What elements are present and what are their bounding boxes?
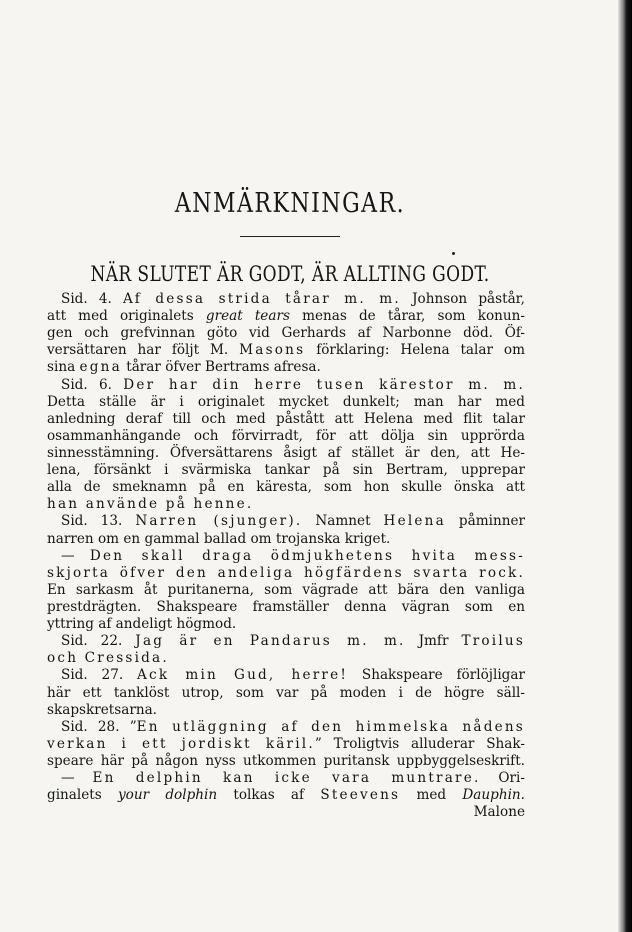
text-line xyxy=(47,616,525,633)
text-line xyxy=(47,582,525,599)
text-line xyxy=(47,479,525,496)
text-line xyxy=(47,325,525,342)
spaced-text: Af dessa strida tårar m. m. xyxy=(123,291,401,307)
spaced-text: En utläggning af den himmelska nådens xyxy=(136,718,525,735)
spaced-text: Den skall draga ödmjukhetens hvita mess- xyxy=(89,547,526,564)
text-fragment: gen och grefvinnan göto vid Gerhards af Narbonne död. Öf- xyxy=(47,325,525,342)
text-line xyxy=(47,650,525,667)
text-fragment: Jmfr xyxy=(405,633,462,650)
text-line xyxy=(47,411,525,428)
text-fragment: Sid. 4. xyxy=(61,291,124,307)
text-fragment: skapskretsarna. xyxy=(47,701,157,718)
spaced-text: Narren (sjunger). xyxy=(135,513,303,530)
text-line xyxy=(47,599,525,616)
spaced-text: Troilus xyxy=(461,633,526,650)
text-fragment: anledning deraf till och med påstått att Helena med flit talar xyxy=(47,410,525,427)
text-fragment: förklaring: Helena talar om xyxy=(305,342,525,359)
ink-speck xyxy=(452,252,455,255)
spaced-text: och Cressida. xyxy=(47,650,169,667)
text-line xyxy=(47,531,525,548)
text-line xyxy=(47,633,525,650)
text-fragment: här ett tanklöst utrop, som var på moden i de högre säll- xyxy=(47,684,525,701)
spaced-text: Steevens xyxy=(320,787,401,804)
text-line xyxy=(47,719,525,736)
text-line xyxy=(47,496,525,513)
text-line xyxy=(47,445,525,462)
text-fragment: Sid. 6. xyxy=(61,376,124,393)
signature-line xyxy=(47,804,525,821)
text-fragment: yttring af andeligt högmod. xyxy=(47,616,237,633)
text-line xyxy=(47,548,525,565)
text-line xyxy=(47,787,525,804)
text-line xyxy=(47,667,525,684)
notes-body xyxy=(47,291,525,821)
italic-text: great tears xyxy=(205,308,290,325)
text-line xyxy=(47,770,525,787)
text-fragment: sinnesstämning. Öfversättarens åsigt af stället är den, att He- xyxy=(47,444,525,461)
text-fragment: sina xyxy=(47,359,80,376)
spaced-text: Ack min Gud, herre! xyxy=(137,667,349,684)
text-fragment: påminner xyxy=(445,513,526,530)
text-line xyxy=(47,428,525,445)
text-fragment: Namnet xyxy=(302,513,384,530)
page-heading: ANMÄRKNINGAR. xyxy=(174,188,406,220)
spaced-text: egna xyxy=(79,359,122,376)
text-fragment: tolkas af xyxy=(217,787,321,804)
text-line xyxy=(47,359,525,376)
text-fragment: Shakspeare förlöjligar xyxy=(348,667,525,684)
section-title: NÄR SLUTET ÄR GODT, ÄR ALLTING GODT. xyxy=(90,262,490,287)
text-fragment: ” Troligtvis alluderar Shak- xyxy=(314,735,525,752)
text-fragment: Sid. 28. ” xyxy=(61,718,137,735)
text-fragment: menas de tårar, som konun- xyxy=(289,308,525,325)
text-fragment: Johnson påstår, xyxy=(400,291,525,307)
spaced-text: Jag är en Pandarus m. m. xyxy=(135,633,406,650)
spaced-text: Masons xyxy=(239,342,306,359)
text-line xyxy=(47,685,525,702)
text-fragment: speare här på någon nyss utkommen puritansk uppbyggelseskrift. xyxy=(47,752,525,769)
text-fragment: — xyxy=(61,547,90,564)
spaced-text: han använde på henne. xyxy=(47,496,254,513)
text-fragment: Sid. 27. xyxy=(61,667,138,684)
text-fragment: Detta ställe är i originalet mycket dunkelt; man har med xyxy=(47,393,525,410)
text-fragment: Sid. 13. xyxy=(61,513,136,530)
text-line xyxy=(47,565,525,582)
text-line xyxy=(47,736,525,753)
text-fragment: prestdrägten. Shakspeare framställer denna vägran som en xyxy=(47,598,525,615)
text-fragment: Sid. 22. xyxy=(61,633,136,650)
text-fragment: ginalets xyxy=(47,787,118,804)
text-line xyxy=(47,394,525,411)
text-fragment: tårar öfver Bertrams afresa. xyxy=(121,359,321,376)
spaced-text: verkan i ett jordiskt käril. xyxy=(47,735,315,752)
spaced-text: En delphin kan icke vara muntrare. xyxy=(92,770,481,787)
text-line xyxy=(47,342,525,359)
text-fragment: En sarkasm åt puritanerna, som vägrade att bära den vanliga xyxy=(47,581,525,598)
text-line xyxy=(47,702,525,719)
italic-text: your dolphin xyxy=(117,787,218,804)
spaced-text: Helena xyxy=(383,513,446,530)
text-line xyxy=(47,513,525,530)
text-fragment: att med originalets xyxy=(47,308,206,325)
spaced-text: skjorta öfver den andeliga högfärdens svarta rock. xyxy=(47,564,525,581)
text-fragment: lena, försänkt i svärmiska tankar på sin Bertram, upprepar xyxy=(47,462,525,479)
text-line xyxy=(47,308,525,325)
text-fragment: — xyxy=(61,770,93,787)
text-fragment: versättaren har följt M. xyxy=(47,342,240,359)
page-edge-shadow xyxy=(618,0,632,932)
text-fragment: Ori- xyxy=(480,770,525,787)
text-line xyxy=(47,377,525,394)
text-fragment: med xyxy=(400,787,463,804)
text-fragment: alla de smeknamn på en käresta, som hon skulle önska att xyxy=(47,479,525,496)
spaced-text: Der har din herre tusen kärestor m. m. xyxy=(123,376,525,393)
text-line xyxy=(47,291,525,308)
text-line xyxy=(47,462,525,479)
italic-text: Dauphin. xyxy=(462,787,525,804)
signature: Malone xyxy=(473,804,525,821)
text-line xyxy=(47,753,525,770)
text-fragment: osammanhängande och förvirradt, för att dölja sin upprörda xyxy=(47,427,525,444)
heading-rule xyxy=(240,236,340,237)
text-fragment: narren om en gammal ballad om trojanska kriget. xyxy=(47,530,391,547)
